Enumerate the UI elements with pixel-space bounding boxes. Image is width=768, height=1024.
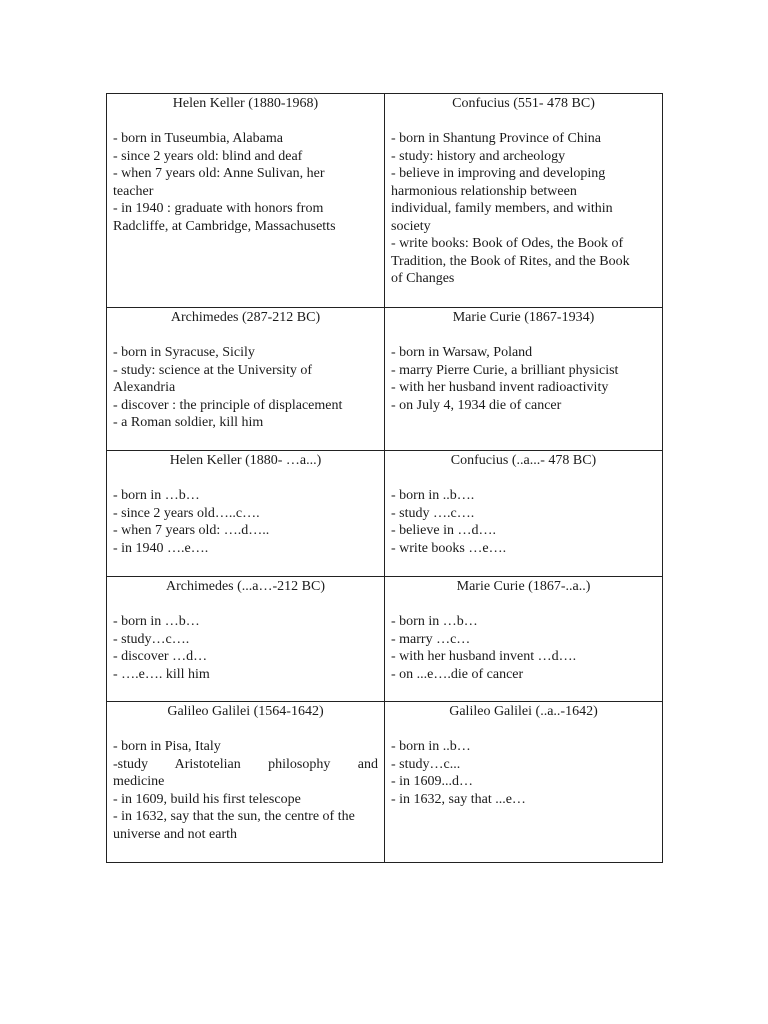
card-line: - born in Shantung Province of China [391, 131, 601, 146]
card-line: universe and not earth [113, 826, 238, 842]
card-confucius [385, 94, 663, 308]
card-line: - study: science at the University of [113, 362, 313, 378]
card-marie-curie [385, 308, 663, 451]
card-title: Helen Keller (1880-1968) [172, 96, 319, 111]
card-line: - since 2 years old…..c…. [113, 505, 260, 521]
card-line: - in 1940 : graduate with honors from [113, 201, 324, 216]
card-line: - study…c... [391, 756, 461, 772]
card-lines [391, 738, 656, 808]
card-title: Galileo Galilei (1564-1642) [167, 704, 324, 719]
card-lines [113, 344, 378, 432]
card-lines [391, 130, 656, 288]
card-line: - on ...e….die of cancer [391, 666, 524, 682]
card-title: Marie Curie (1867-1934) [452, 310, 595, 325]
card-line: - born in …b… [391, 614, 478, 629]
card-line: - write books …e…. [391, 540, 507, 556]
card-marie-curie-quiz [385, 577, 663, 702]
card-line: Tradition, the Book of Rites, and the Book [391, 253, 630, 269]
card-line: society [391, 218, 431, 234]
table-row [107, 451, 663, 577]
card-line: - ….e…. kill him [113, 666, 210, 682]
card-lines [113, 487, 378, 557]
card-line: - born in …b… [113, 488, 200, 503]
card-line: - in 1609...d… [391, 774, 474, 789]
card-line: - write books: Book of Odes, the Book of [391, 236, 624, 251]
table-row [107, 308, 663, 451]
card-line: - study: history and archeology [391, 148, 566, 164]
card-line: -study Aristotelian philosophy and [113, 756, 378, 772]
card-archimedes [107, 308, 385, 451]
card-galileo [107, 702, 385, 863]
card-line: - on July 4, 1934 die of cancer [391, 397, 562, 413]
card-lines [113, 130, 378, 235]
card-line: - when 7 years old: ….d….. [113, 523, 270, 538]
card-lines [391, 344, 656, 414]
card-title: Archimedes (287-212 BC) [170, 310, 321, 325]
card-line: of Changes [391, 271, 455, 286]
card-lines [113, 613, 378, 683]
card-line: - born in …b… [113, 614, 200, 629]
card-line: - born in Tuseumbia, Alabama [113, 131, 283, 146]
table-row [107, 702, 663, 863]
table-row [107, 94, 663, 308]
card-title: Helen Keller (1880- …a...) [169, 453, 322, 468]
card-lines [391, 487, 656, 557]
card-line: - discover …d… [113, 649, 208, 664]
card-title: Confucius (551- 478 BC) [452, 96, 595, 111]
card-confucius-quiz [385, 451, 663, 577]
card-lines [113, 738, 378, 843]
card-line: Alexandria [113, 380, 176, 395]
card-title: Confucius (..a...- 478 BC) [450, 453, 597, 468]
card-title: Marie Curie (1867-..a..) [456, 579, 591, 594]
card-line: - born in ..b…. [391, 488, 475, 503]
card-line: - marry …c… [391, 631, 471, 647]
card-line: - study…c…. [113, 631, 190, 647]
card-line: Radcliffe, at Cambridge, Massachusetts [113, 218, 336, 234]
card-helen-keller-quiz [107, 451, 385, 577]
card-line: individual, family members, and within [391, 201, 613, 216]
card-line: - marry Pierre Curie, a brilliant physicist [391, 362, 619, 378]
card-line: - a Roman soldier, kill him [113, 415, 264, 430]
card-line: - study ….c…. [391, 505, 475, 521]
card-line: - believe in improving and developing [391, 166, 606, 181]
card-line: teacher [113, 183, 154, 199]
card-line: - born in Warsaw, Poland [391, 345, 533, 360]
card-title: Galileo Galilei (..a..-1642) [449, 704, 598, 719]
table-row [107, 577, 663, 702]
card-archimedes-quiz [107, 577, 385, 702]
card-line: - in 1609, build his first telescope [113, 791, 301, 807]
card-table [106, 93, 663, 863]
card-galileo-quiz [385, 702, 663, 863]
card-line: - discover : the principle of displacement [113, 397, 343, 413]
card-helen-keller [107, 94, 385, 308]
card-line: - born in Pisa, Italy [113, 739, 221, 754]
card-title: Archimedes (...a…-212 BC) [165, 579, 326, 594]
card-line: - when 7 years old: Anne Sulivan, her [113, 166, 325, 181]
card-lines [391, 613, 656, 683]
card-line: - believe in …d…. [391, 523, 496, 538]
card-line: - since 2 years old: blind and deaf [113, 148, 303, 164]
card-line: - born in ..b… [391, 739, 471, 754]
card-line: - in 1632, say that the sun, the centre of the [113, 809, 355, 824]
card-line: medicine [113, 774, 165, 789]
card-line: - born in Syracuse, Sicily [113, 345, 255, 360]
card-line: - with her husband invent …d…. [391, 649, 577, 664]
card-line: - with her husband invent radioactivity [391, 380, 609, 395]
card-line: - in 1632, say that ...e… [391, 791, 526, 807]
card-line: harmonious relationship between [391, 183, 577, 199]
card-line: - in 1940 ….e…. [113, 540, 209, 556]
